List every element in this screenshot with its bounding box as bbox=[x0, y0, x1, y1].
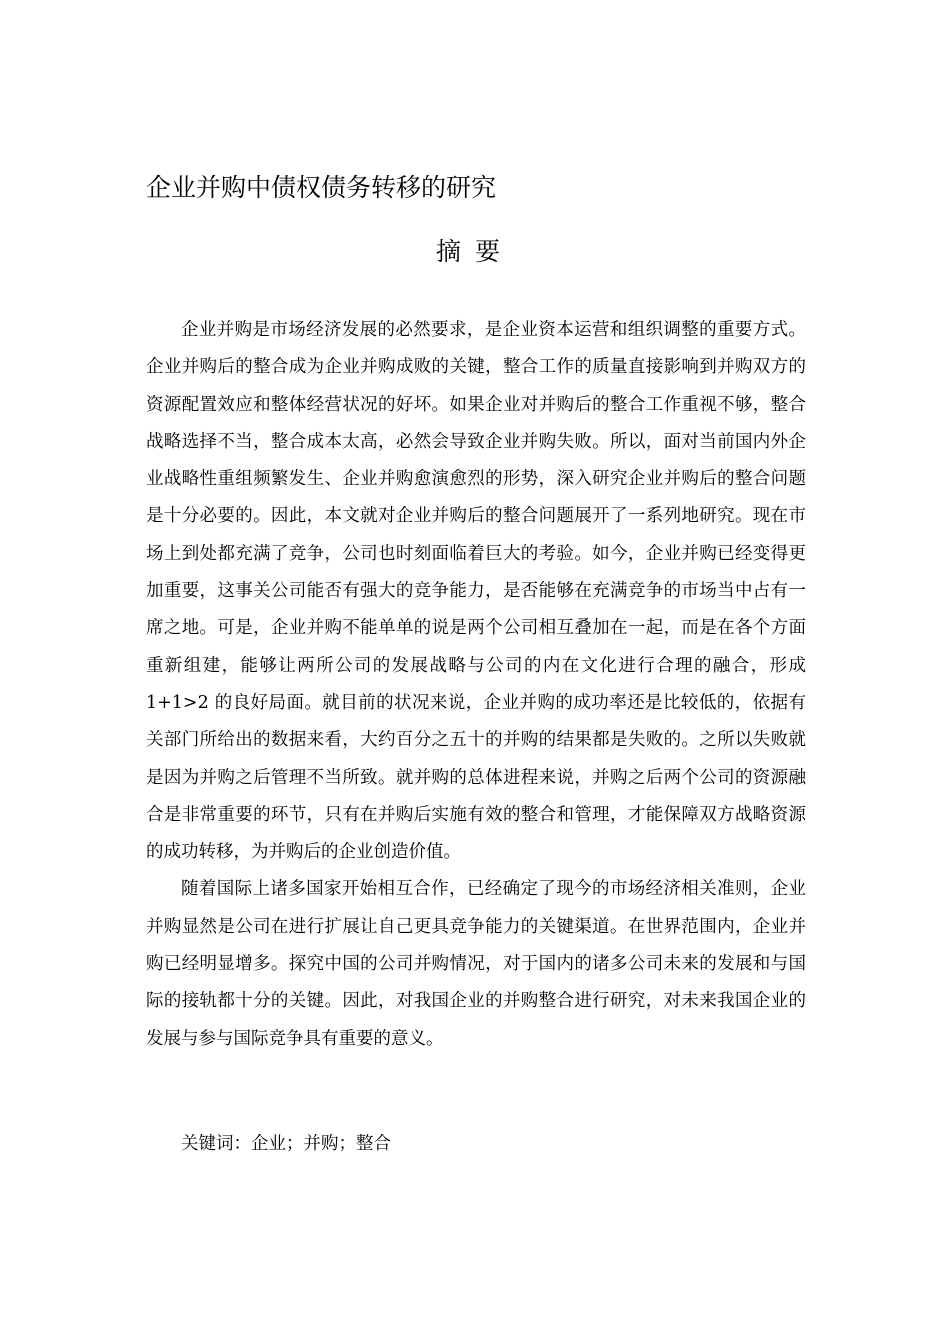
document-title: 企业并购中债权债务转移的研究 bbox=[146, 173, 497, 202]
keywords-line: 关键词：企业；并购；整合 bbox=[181, 1134, 391, 1154]
abstract-body bbox=[146, 312, 806, 1058]
abstract-paragraph-2: 随着国际上诸多国家开始相互合作，已经确定了现今的市场经济相关准则，企业并购显然是公司在进行扩展让自己更具竞争能力的关键渠道。在世界范围内，企业并购已经明显增多。探究中国的公司并购情况，对于国内的诸多公司未来的发展和与国际的接轨都十分的关键。因此，对我国企业的并购整合进行研究，对未来我国企业的发展与参与国际竞争具有重要的意义。 bbox=[146, 879, 806, 1049]
abstract-paragraph-1: 企业并购是市场经济发展的必然要求，是企业资本运营和组织调整的重要方式。企业并购后的整合成为企业并购成败的关键，整合工作的质量直接影响到并购双方的资源配置效应和整体经营状况的好坏。如果企业对并购后的整合工作重视不够，整合战略选择不当，整合成本太高，必然会导致企业并购失败。所以，面对当前国内外企业战略性重组频繁发生、企业并购愈演愈烈的形势，深入研究企业并购后的整合问题是十分必要的。因此，本文就对企业并购后的整合问题展开了一系列地研究。现在市场上到处都充满了竞争，公司也时刻面临着巨大的考验。如今，企业并购已经变得更加重要，这事关公司能否有强大的竞争能力，是否能够在充满竞争的市场当中占有一席之地。可是，企业并购不能单单的说是两个公司相互叠加在一起，而是在各个方面重新组建，能够让两所公司的发展战略与公司的内在文化进行合理的融合，形成 1+1>2 的良好局面。就目前的状况来说，企业并购的成功率还是比较低的，依据有关部门所给出的数据来看，大约百分之五十的并购的结果都是失败的。之所以失败就是因为并购之后管理不当所致。就并购的总体进程来说，并购之后两个公司的资源融合是非常重要的环节，只有在并购后实施有效的整合和管理，才能保障双方战略资源的成功转移，为并购后的企业创造价值。 bbox=[146, 320, 806, 863]
abstract-heading: 摘要 bbox=[435, 237, 514, 266]
